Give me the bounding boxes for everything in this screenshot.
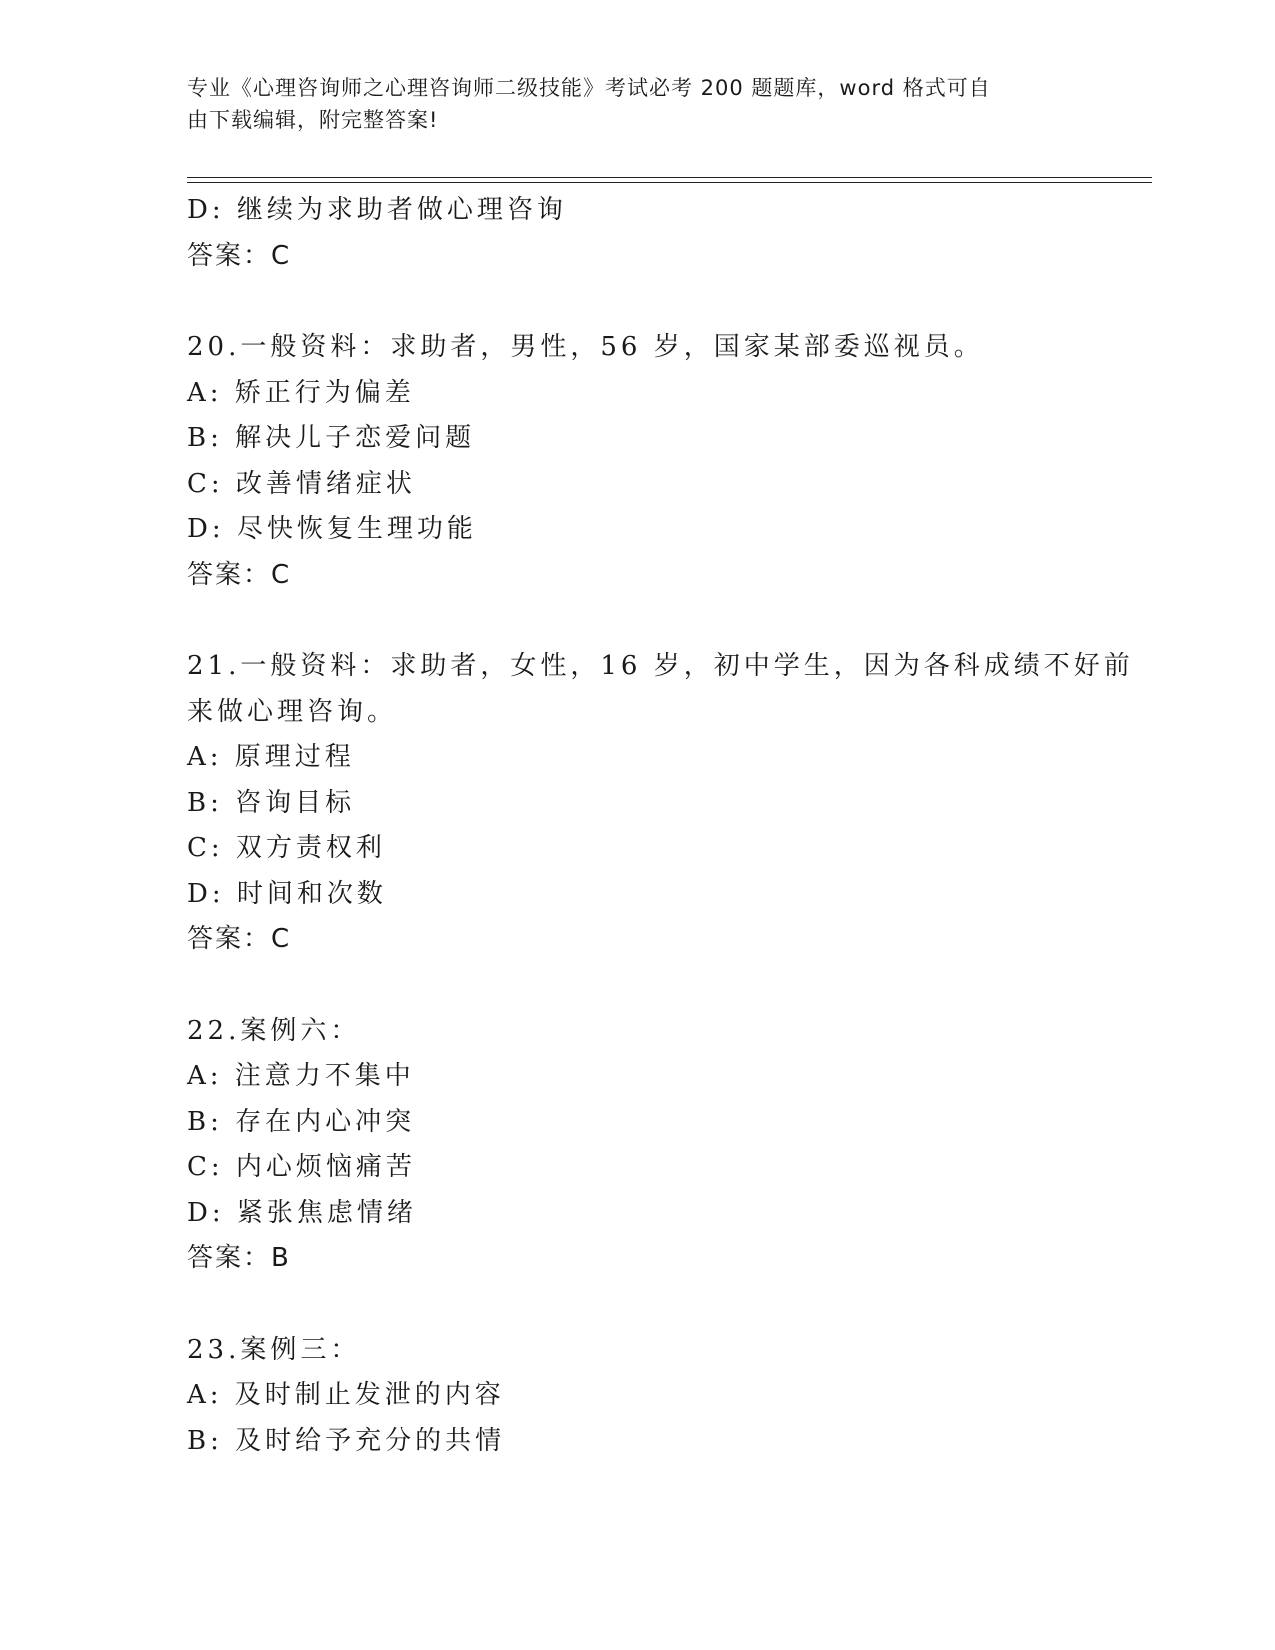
question-stem: 22.案例六： xyxy=(187,1015,361,1046)
question-21 xyxy=(187,644,1134,963)
spacer xyxy=(187,963,1087,1009)
spacer xyxy=(187,279,1087,325)
document-header xyxy=(187,72,1067,136)
question-22 xyxy=(187,1009,1087,1282)
question-stem: 23.案例三： xyxy=(187,1334,361,1365)
option-d: D: 尽快恢复生理功能 xyxy=(187,514,477,544)
question-stem-continued: 来做心理咨询。 xyxy=(187,696,398,727)
option-a: A: 原理过程 xyxy=(187,742,355,772)
option-c: C: 内心烦恼痛苦 xyxy=(187,1152,416,1182)
option-c: C: 改善情绪症状 xyxy=(187,468,416,499)
spacer xyxy=(187,1282,1087,1328)
answer-line: 答案：C xyxy=(187,924,292,954)
question-23 xyxy=(187,1328,1087,1465)
header-divider-top xyxy=(187,177,1152,178)
option-d: D: 继续为求助者做心理咨询 xyxy=(187,195,567,225)
option-b: B: 咨询目标 xyxy=(187,787,356,818)
option-a: A: 注意力不集中 xyxy=(187,1061,415,1091)
option-d: D: 紧张焦虑情绪 xyxy=(187,1197,417,1228)
option-b: B: 及时给予充分的共情 xyxy=(187,1425,506,1456)
question-content xyxy=(187,188,1134,1464)
header-divider-bottom xyxy=(187,182,1152,183)
question-stem: 20.一般资料：求助者，男性，56 岁，国家某部委巡视员。 xyxy=(187,332,984,362)
option-a: A: 及时制止发泄的内容 xyxy=(187,1380,505,1410)
question-20 xyxy=(187,325,1087,598)
header-line-2: 由下载编辑，附完整答案! xyxy=(187,108,439,132)
option-b: B: 存在内心冲突 xyxy=(187,1106,416,1137)
header-line-1: 专业《心理咨询师之心理咨询师二级技能》考试必考 200 题题库，word 格式可自 xyxy=(187,76,991,100)
option-d: D: 时间和次数 xyxy=(187,878,387,909)
question-stem: 21.一般资料：求助者，女性，16 岁，初中学生，因为各科成绩不好前 xyxy=(187,651,1134,681)
option-c: C: 双方责权利 xyxy=(187,833,386,863)
answer-line: 答案：C xyxy=(187,240,292,271)
option-b: B: 解决儿子恋爱问题 xyxy=(187,423,476,453)
answer-line: 答案：B xyxy=(187,1243,291,1273)
option-a: A: 矫正行为偏差 xyxy=(187,377,415,408)
spacer xyxy=(187,598,1087,644)
carryover-block xyxy=(187,188,1087,279)
answer-line: 答案：C xyxy=(187,559,292,590)
